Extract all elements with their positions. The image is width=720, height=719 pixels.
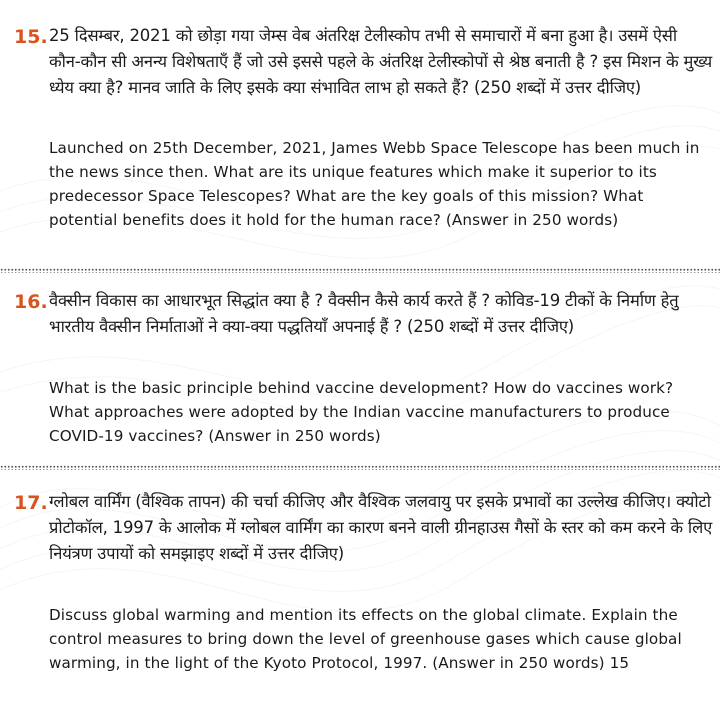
question-text-hindi: 25 दिसम्बर, 2021 को छोड़ा गया जेम्स वेब अंतरिक्ष टेलीस्कोप तभी से समाचारों में बना हुआ है। उसमें ऐसी कौन-कौन सी अनन्य विशेषताएँ हैं जो उसे इससे पहले के अंतरिक्ष टेलीस्कोपों से श्रेष्ठ बनाती है ? इस मिशन के मुख्य ध्येय क्या है? मानव जाति के लिए इसके क्या संभावित लाभ हो सकते हैं? (250 शब्दों में उत्तर दीजिए) [49, 26, 712, 97]
question-text-english: Discuss global warming and mention its effects on the global climate. Explain the control measures to bring down the level of greenhouse gases which cause global warming, in the light of the Kyoto Protocol, 1997. (Answer in 250 words) 15 [49, 606, 682, 672]
question-number: 16. [14, 291, 48, 313]
question-number: 15. [14, 26, 48, 48]
question-text-english: What is the basic principle behind vaccine development? How do vaccines work? What approaches were adopted by the Indian vaccine manufacturers to produce COVID-19 vaccines? (Answer in 250 words) [49, 379, 674, 445]
question-number: 17. [14, 492, 48, 514]
question-text-hindi: ग्लोबल वार्मिंग (वैश्विक तापन) की चर्चा कीजिए और वैश्विक जलवायु पर इसके प्रभावों का उल्लेख कीजिए। क्योटो प्रोटोकॉल, 1997 के आलोक में ग्लोबल वार्मिंग का कारण बनने वाली ग्रीनहाउस गैसों के स्तर को कम करने के लिए नियंत्रण उपायों को समझाइए शब्दों में उत्तर दीजिए) [49, 492, 713, 563]
section-divider [0, 465, 720, 470]
section-divider [0, 268, 720, 273]
question-text-hindi: वैक्सीन विकास का आधारभूत सिद्धांत क्या है ? वैक्सीन कैसे कार्य करते हैं ? कोविड-19 टीकों के निर्माण हेतु भारतीय वैक्सीन निर्माताओं ने क्या-क्या पद्धतियाँ अपनाई हैं ? (250 शब्दों में उत्तर दीजिए) [49, 291, 679, 336]
question-text-english: Launched on 25th December, 2021, James Webb Space Telescope has been much in the news since then. What are its unique features which make it superior to its predecessor Space Telescopes? What are the key goals of this mission? What potential benefits does it hold for the human race? (Answer in 250 words) [49, 139, 700, 229]
